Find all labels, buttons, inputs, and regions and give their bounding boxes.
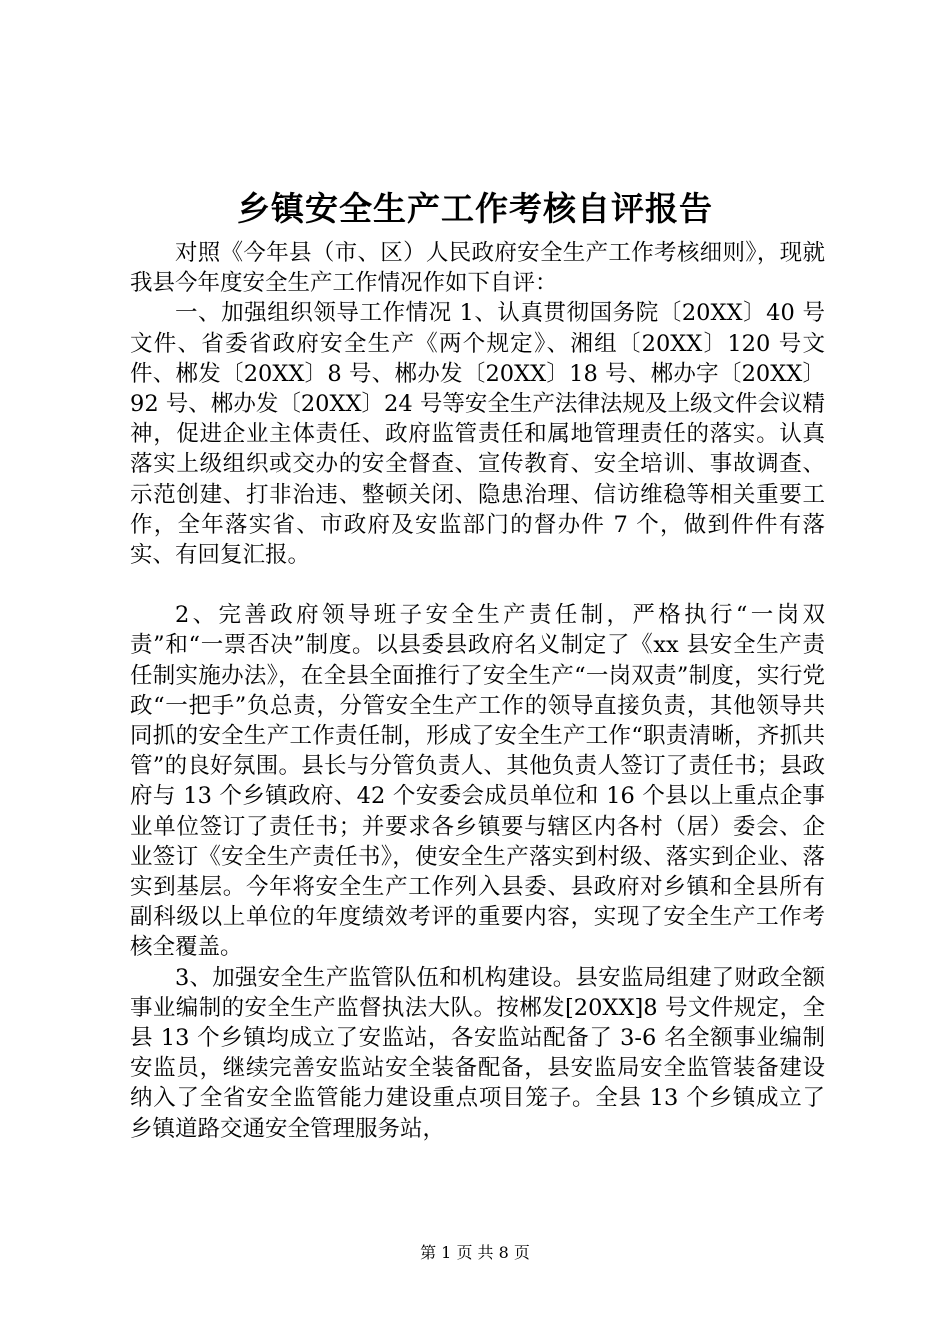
paragraph-section-2: 2、完善政府领导班子安全生产责任制，严格执行“一岗双责”和“一票否决”制度。以县委县政府名义制定了《xx 县安全生产责任制实施办法》，在全县全面推行了安全生产“一岗双责”制度，实行党政“一把手”负总责，分管安全生产工作的领导直接负责，其他领导共同抓的安全生产工作责任制，形成了安全生产工作“职责清晰，齐抓共管”的良好氛围。县长与分管负责人、其他负责人签订了责任书；县政府与 13 个乡镇政府、42 个安委会成员单位和 16 个县以上重点企事业单位签订了责任书；并要求各乡镇要与辖区内各村（居）委会、企业签订《安全生产责任书》，使安全生产落实到村级、落实到企业、落实到基层。今年将安全生产工作列入县委、县政府对乡镇和全县所有副科级以上单位的年度绩效考评的重要内容，实现了安全生产工作考核全覆盖。 <box>130 602 825 961</box>
paragraph-intro: 对照《今年县（市、区）人民政府安全生产工作考核细则》，现就我县今年度安全生产工作情况作如下自评： <box>130 240 825 297</box>
paragraph-section-1: 一、加强组织领导工作情况 1、认真贯彻国务院〔20XX〕40 号文件、省委省政府安全生产《两个规定》、湘组〔20XX〕120 号文件、郴发〔20XX〕8 号、郴办发〔20XX〕18 号、郴办字〔20XX〕92 号、郴办发〔20XX〕24 号等安全生产法律法规及上级文件会议精神，促进企业主体责任、政府监管责任和属地管理责任的落实。认真落实上级组织或交办的安全督查、宣传教育、安全培训、事故调查、示范创建、打非治违、整顿关闭、隐患治理、信访维稳等相关重要工作，全年落实省、市政府及安监部门的督办件 7 个，做到件件有落实、有回复汇报。 <box>130 300 825 569</box>
document-title: 乡镇安全生产工作考核自评报告 <box>237 189 713 228</box>
page-number-footer: 第 1 页 共 8 页 <box>420 1243 530 1262</box>
document-body <box>130 238 825 1144</box>
paragraph-section-3: 3、加强安全生产监管队伍和机构建设。县安监局组建了财政全额事业编制的安全生产监督执法大队。按郴发[20XX]8 号文件规定，全县 13 个乡镇均成立了安监站，各安监站配备了 3-6 名全额事业编制安监员，继续完善安监站安全装备配备，县安监局安全监管装备建设纳入了全省安全监管能力建设重点项目笼子。全县 13 个乡镇成立了乡镇道路交通安全管理服务站， <box>130 964 825 1142</box>
